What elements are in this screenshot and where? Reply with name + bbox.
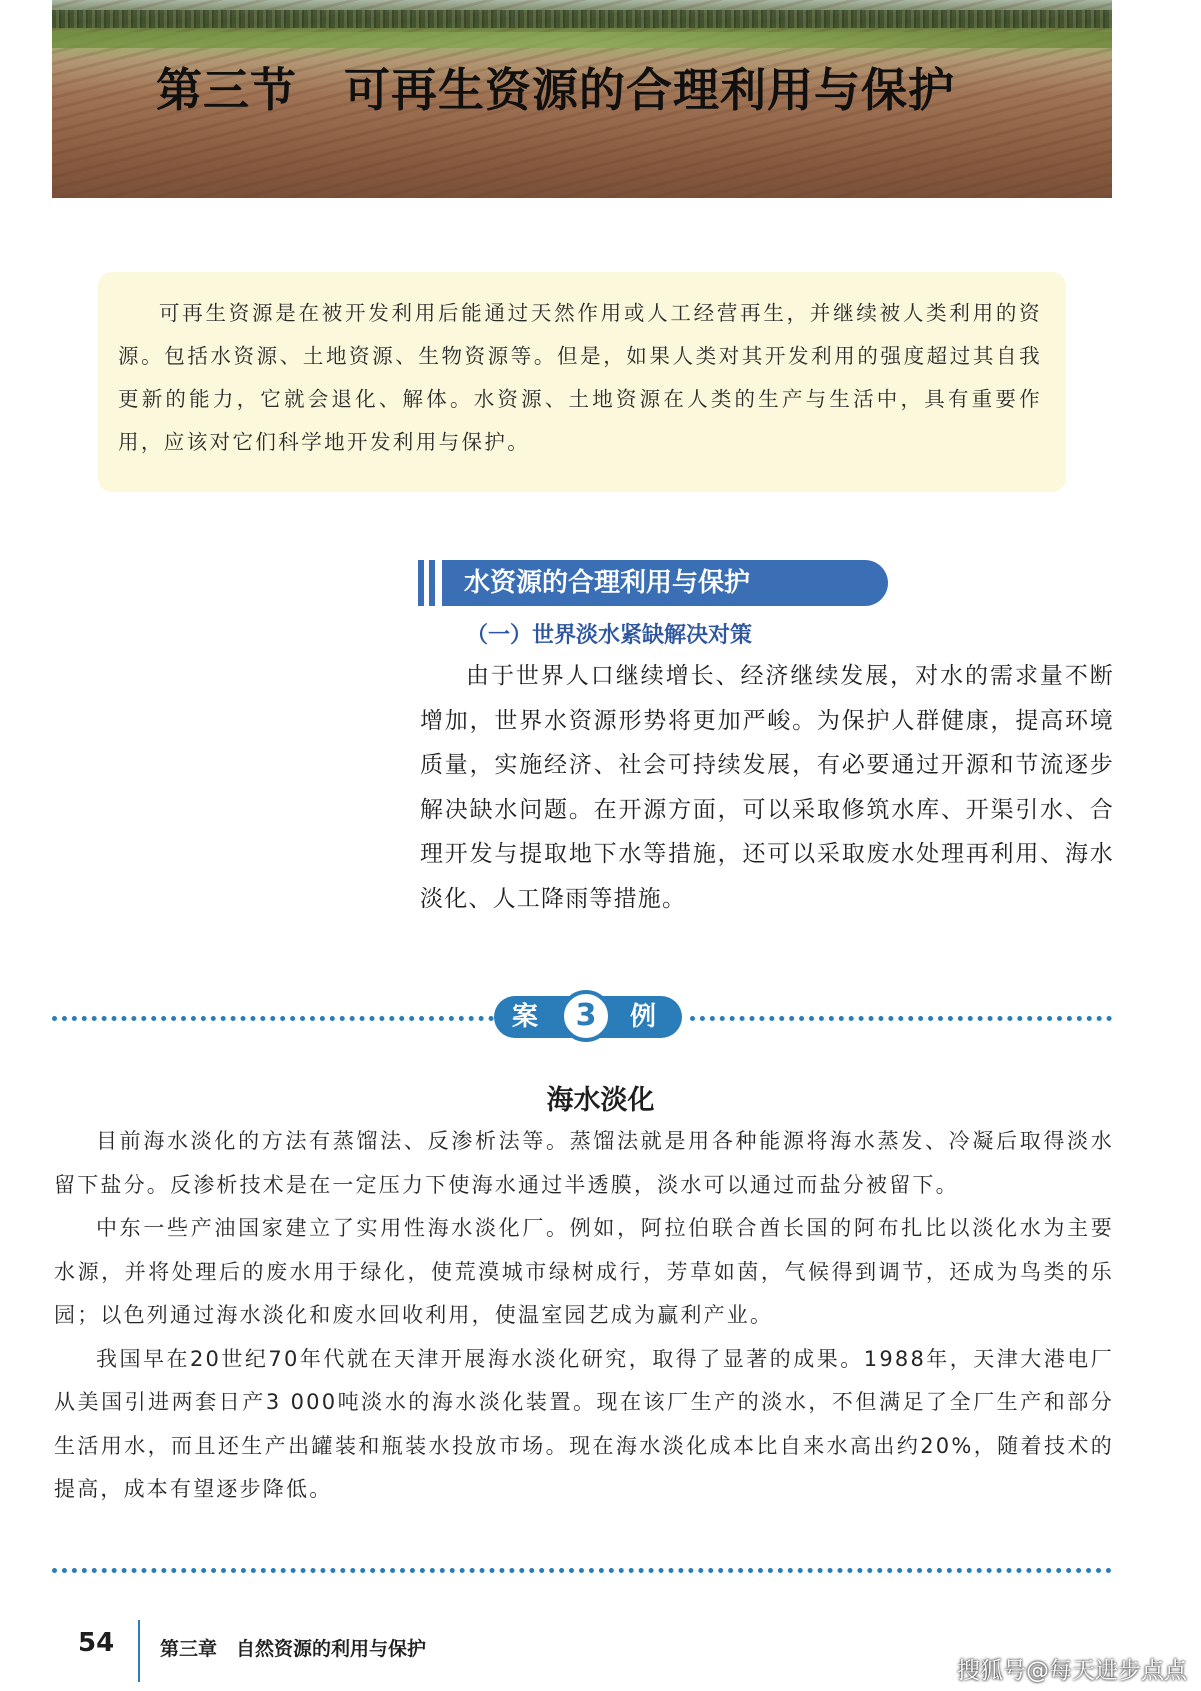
- dotted-divider: [52, 1016, 494, 1021]
- dotted-divider: [690, 1016, 1112, 1021]
- banner-green-field: [52, 32, 1112, 48]
- header-banner-photo: [52, 0, 1112, 198]
- banner-treeline: [52, 10, 1112, 28]
- case-paragraph: 我国早在20世纪70年代就在天津开展海水淡化研究，取得了显著的成果。1988年，天津大港电厂从美国引进两套日产3 000吨淡水的海水淡化装置。现在该厂生产的淡水，不但满足了全厂生产和部分生活用水，而且还生产出罐装和瓶装水投放市场。现在海水淡化成本比自来水高出约20%，随着技术的提高，成本有望逐步降低。: [54, 1346, 1114, 1501]
- section-paragraph: 由于世界人口继续增长、经济继续发展，对水的需求量不断增加，世界水资源形势将更加严峻。为保护人群健康，提高环境质量，实施经济、社会可持续发展，有必要通过开源和节流逐步解决缺水问题。在开源方面，可以采取修筑水库、开渠引水、合理开发与提取地下水等措施，还可以采取废水处理再利用、海水淡化、人工降雨等措施。: [420, 663, 1114, 912]
- heading-bar-decoration: [429, 560, 435, 606]
- intro-box: [98, 272, 1066, 492]
- section-body: [420, 654, 1114, 921]
- page-title: 第三节 可再生资源的合理利用与保护: [156, 63, 955, 117]
- page-number: 54: [78, 1628, 115, 1658]
- case-badge-number: 3: [560, 990, 612, 1042]
- chapter-title: 第三章 自然资源的利用与保护: [160, 1638, 427, 1660]
- case-paragraph: 目前海水淡化的方法有蒸馏法、反渗析法等。蒸馏法就是用各种能源将海水蒸发、冷凝后取得淡水留下盐分。反渗析技术是在一定压力下使海水通过半透膜，淡水可以通过而盐分被留下。: [54, 1129, 1114, 1197]
- section-heading: [418, 560, 888, 606]
- case-badge-right: 例: [630, 1002, 657, 1032]
- case-body: [54, 1120, 1114, 1512]
- case-title: 海水淡化: [546, 1085, 655, 1116]
- case-badge-left: 案: [512, 1002, 539, 1032]
- section-heading-label: 水资源的合理利用与保护: [442, 560, 888, 606]
- heading-bar-decoration: [418, 560, 424, 606]
- footer-rule: [138, 1620, 140, 1682]
- intro-text: 可再生资源是在被开发利用后能通过天然作用或人工经营再生，并继续被人类利用的资源。包括水资源、土地资源、生物资源等。但是，如果人类对其开发利用的强度超过其自我更新的能力，它就会退化、解体。水资源、土地资源在人类的生产与生活中，具有重要作用，应该对它们科学地开发利用与保护。: [118, 301, 1042, 454]
- subsection-heading: （一）世界淡水紧缺解决对策: [466, 623, 753, 648]
- dotted-divider: [52, 1568, 1112, 1573]
- case-paragraph: 中东一些产油国家建立了实用性海水淡化厂。例如，阿拉伯联合酋长国的阿布扎比以淡化水为主要水源，并将处理后的废水用于绿化，使荒漠城市绿树成行，芳草如茵，气候得到调节，还成为鸟类的乐园；以色列通过海水淡化和废水回收利用，使温室园艺成为赢利产业。: [54, 1216, 1114, 1327]
- source-watermark: 搜狐号@每天进步点点: [957, 1658, 1187, 1684]
- case-badge: [494, 990, 682, 1042]
